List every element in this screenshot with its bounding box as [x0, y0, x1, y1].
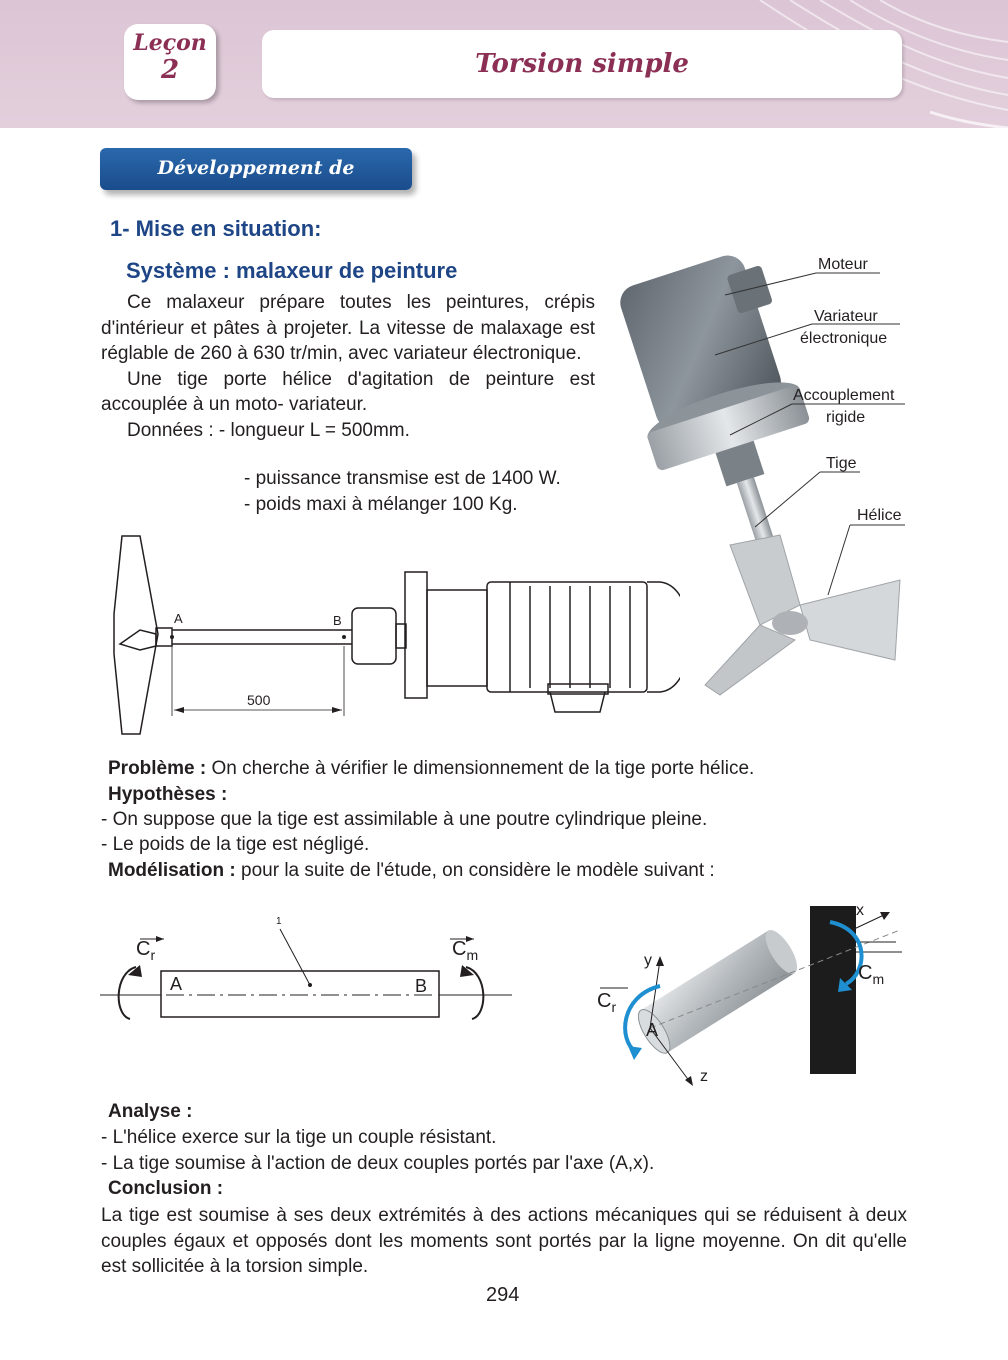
model3d-point-a: A	[646, 1020, 659, 1040]
drawing-dimension: 500	[247, 692, 271, 708]
model3d-cm-sub: m	[872, 971, 885, 987]
model-cr	[136, 938, 155, 963]
section-banner: Développement de connaissances	[100, 148, 412, 190]
intro-paragraph-1: Ce malaxeur prépare toutes les peintures, crépis d'intérieur et pâtes à projeter. La vitesse de malaxage est réglable de 260 à 630 tr/min, avec variateur électronique.	[101, 292, 595, 364]
model-cm-sub: m	[466, 947, 479, 963]
label-tige: Tige	[826, 455, 857, 472]
model-cr-sub: r	[150, 947, 156, 963]
donnees-item-3: - poids maxi à mélanger 100 Kg.	[244, 494, 518, 515]
model3d-cm-letter: C	[858, 962, 873, 984]
analyse-label	[108, 1101, 192, 1123]
cylinder-3d-diagram	[590, 900, 910, 1095]
axis-x-label: x	[856, 902, 864, 919]
label-variateur-1: Variateur	[814, 308, 878, 325]
probleme-text: On cherche à vérifier le dimensionnement de la tige porte hélice.	[206, 758, 755, 779]
donnees-label: Données :	[127, 419, 214, 441]
analyse-label-text: Analyse :	[108, 1101, 193, 1122]
lesson-number: 2	[160, 55, 180, 85]
model-ref: 1	[276, 916, 282, 927]
photo-callouts	[690, 255, 920, 615]
model3d-cr	[597, 990, 616, 1015]
hypothese-item-2: - Le poids de la tige est négligé.	[101, 834, 370, 855]
analyse-item-2: - La tige soumise à l'action de deux couples portés par l'axe (A,x).	[101, 1153, 655, 1174]
probleme-line	[108, 758, 754, 780]
modelisation-line	[108, 860, 715, 882]
title-box	[262, 30, 902, 98]
drawing-point-b: B	[333, 613, 342, 628]
modelisation-text: pour la suite de l'étude, on considère le modèle suivant :	[235, 860, 715, 881]
conclusion-text: La tige est soumise à ses deux extrémités à des actions mécaniques qui se réduisent à deux couples égaux et opposés dont les moments sont portés par la ligne moyenne. On dit qu'elle est sollicitée à la torsion simple.	[101, 1205, 907, 1277]
axis-y-label: y	[644, 952, 652, 969]
label-helice: Hélice	[857, 507, 902, 524]
donnees-item-2: - puissance transmise est de 1400 W.	[244, 468, 561, 489]
intro-paragraph-2: Une tige porte hélice d'agitation de peinture est accouplée à un moto- variateur.	[101, 368, 595, 415]
intro-text	[101, 290, 595, 443]
model-cm-letter: C	[452, 938, 467, 960]
conclusion-label-text: Conclusion :	[108, 1178, 224, 1199]
model3d-cr-letter: C	[597, 990, 612, 1012]
page-number: 294	[486, 1284, 520, 1306]
probleme-label: Problème :	[108, 758, 207, 779]
model-point-b: B	[415, 976, 428, 996]
page-title: Torsion simple	[475, 49, 689, 79]
lesson-badge	[124, 24, 216, 100]
label-moteur: Moteur	[818, 256, 868, 273]
beam-model-diagram	[100, 915, 520, 1030]
hypotheses-label	[108, 784, 227, 806]
heading-mise-en-situation: 1- Mise en situation:	[110, 216, 322, 241]
label-variateur-2: électronique	[800, 330, 888, 347]
donnees-item-1: - longueur L = 500mm.	[218, 419, 410, 441]
technical-drawing	[100, 534, 680, 744]
conclusion-label	[108, 1178, 223, 1200]
model-point-a: A	[170, 974, 183, 994]
model-cm	[452, 938, 478, 963]
model-cr-letter: C	[136, 938, 151, 960]
heading-systeme: Système : malaxeur de peinture	[126, 258, 458, 283]
lesson-word: Leçon	[133, 30, 207, 56]
modelisation-label: Modélisation :	[108, 860, 236, 881]
model3d-cm	[858, 962, 884, 987]
hypothese-item-1: - On suppose que la tige est assimilable à une poutre cylindrique pleine.	[101, 809, 708, 830]
model3d-cr-sub: r	[611, 999, 617, 1015]
drawing-point-a: A	[174, 611, 183, 626]
hypotheses-label-text: Hypothèses :	[108, 784, 228, 805]
donnees-line	[101, 418, 595, 444]
label-accouplement-1: Accouplement	[793, 387, 895, 404]
axis-z-label: z	[700, 1068, 708, 1085]
label-accouplement-2: rigide	[826, 409, 866, 426]
analyse-item-1: - L'hélice exerce sur la tige un couple résistant.	[101, 1127, 497, 1148]
